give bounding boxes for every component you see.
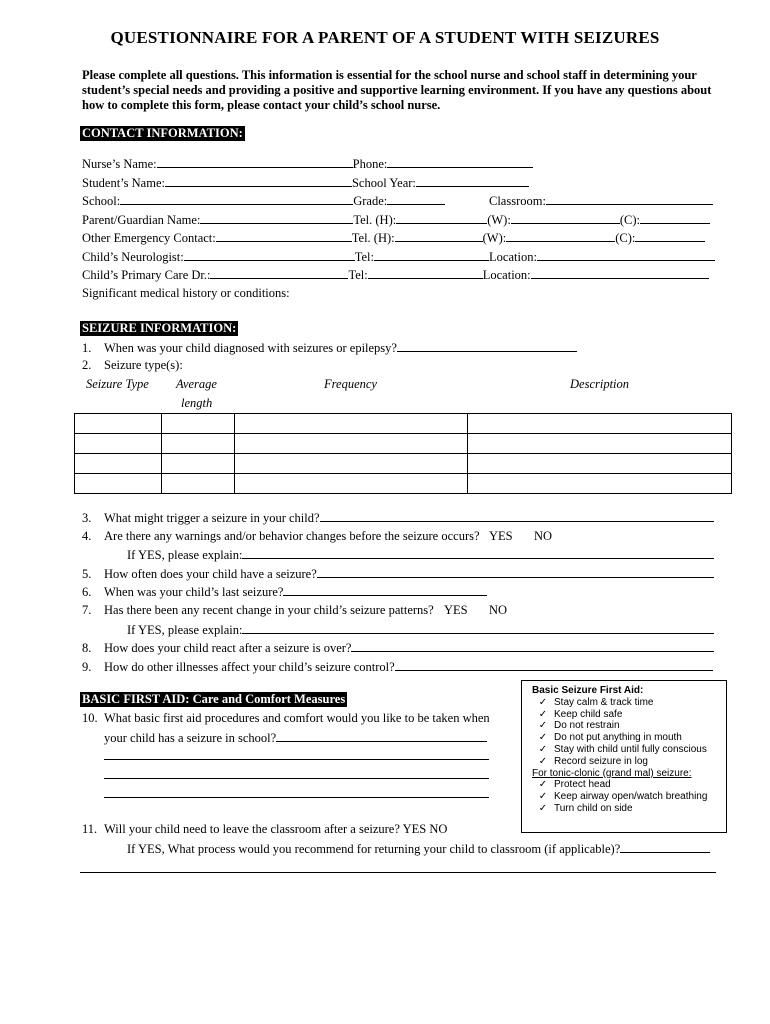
emergency-c-label: (C): [615,231,636,245]
q6-row [82,584,487,600]
parent-label: Parent/Guardian Name: [82,213,201,227]
nurse-row [82,156,533,172]
neurologist-row [82,249,715,265]
aid-item [522,803,726,815]
q5-number: 5. [82,567,92,581]
checkmark-icon: ✓ [538,720,548,732]
q8-row [82,640,714,656]
first-aid-heading: BASIC FIRST AID: Care and Comfort Measures [82,692,346,706]
parent-c-label: (C): [619,213,640,227]
aid-item-label: Protect head [554,779,611,791]
nurse-label: Nurse’s Name: [82,157,157,171]
q7-number: 7. [82,603,92,617]
table-row [75,434,732,454]
q8-text: How does your child react after a seizure is over? [104,641,352,655]
aid-item [522,709,726,721]
emergency-c-field[interactable] [635,230,705,242]
q4-yes[interactable]: YES [489,529,513,543]
school-year-field[interactable] [416,175,529,187]
q10-text-2: your child has a seizure in school? [104,731,277,745]
q6-field[interactable] [283,584,487,596]
aid-box-heading: Basic Seizure First Aid: [532,685,644,696]
q10-number: 10. [82,711,98,725]
q11-no[interactable]: NO [429,822,448,836]
neurologist-field[interactable] [184,249,355,261]
q7-explain-field[interactable] [242,622,714,634]
q10-row [82,711,490,726]
primary-care-row [82,267,709,283]
table-cell[interactable] [161,474,234,494]
checkmark-icon: ✓ [538,743,548,755]
classroom-label: Classroom: [489,194,546,208]
table-cell[interactable] [468,434,732,454]
q4-no[interactable]: NO [534,529,553,543]
aid-item [522,779,726,791]
table-cell[interactable] [234,474,468,494]
checkmark-icon: ✓ [538,755,548,767]
table-cell[interactable] [234,414,468,434]
table-cell[interactable] [234,434,468,454]
q2-text: Seizure type(s): [104,358,183,372]
checkmark-icon: ✓ [538,708,548,720]
q10-text: What basic first aid procedures and comfort would you like to be taken when [104,711,490,725]
primary-care-tel-field[interactable] [368,267,483,279]
q1-number: 1. [82,341,92,355]
q4-number: 4. [82,529,92,543]
q3-number: 3. [82,511,92,525]
q6-text: When was your child’s last seizure? [104,585,284,599]
intro-text: Please complete all questions. This information is essential for the school nurse and school staff in determining your student’s special needs and providing a positive and supportive learning environment. If you have any questions about how to complete this form, please contact your child’s school nurse. [82,68,712,112]
col-frequency: Frequency [324,377,377,391]
q5-text: How often does your child have a seizure? [104,567,317,581]
col-description: Description [570,377,630,391]
q11-line-2[interactable] [80,872,716,873]
emergency-field[interactable] [216,230,352,242]
aid-item-label: Record seizure in log [554,755,648,767]
table-cell[interactable] [75,414,162,434]
primary-care-location-label: Location: [482,268,531,282]
q11-followup-field[interactable] [620,841,710,853]
q1-text: When was your child diagnosed with seizures or epilepsy? [104,341,397,355]
table-cell[interactable] [161,414,234,434]
classroom-field[interactable] [546,193,713,205]
history-label: Significant medical history or conditions: [82,286,290,300]
q11-number: 11. [82,822,98,836]
emergency-w-field[interactable] [506,230,615,242]
parent-w-label: (W): [487,213,511,227]
table-cell[interactable] [75,434,162,454]
school-label: School: [82,194,121,208]
neurologist-tel-label: Tel: [354,250,375,264]
parent-field[interactable] [200,212,353,224]
q7-explain-row [127,622,714,638]
q5-field[interactable] [317,566,714,578]
neurologist-location-field[interactable] [537,249,715,261]
emergency-row [82,230,705,246]
nurse-field[interactable] [157,156,353,168]
aid-item [522,697,726,709]
grade-label: Grade: [353,194,388,208]
primary-care-location-field[interactable] [531,267,709,279]
neurologist-label: Child’s Neurologist: [82,250,184,264]
q6-number: 6. [82,585,92,599]
student-label: Student’s Name: [82,176,165,190]
q8-number: 8. [82,641,92,655]
emergency-tel-h-label: Tel. (H): [351,231,395,245]
emergency-tel-h-field[interactable] [395,230,483,242]
q3-row [82,510,714,526]
q11-row [82,822,447,837]
col-length: length [181,396,213,410]
q4-explain-row [127,547,714,563]
q11-followup-row [127,841,710,857]
q10-line-2[interactable] [104,759,489,760]
table-row [75,454,732,474]
aid-item [522,732,726,744]
table-cell[interactable] [75,474,162,494]
aid-item-label: Do not put anything in mouth [554,732,682,744]
neurologist-location-label: Location: [489,250,537,264]
neurologist-tel-field[interactable] [374,249,489,261]
emergency-w-label: (W): [482,231,507,245]
primary-care-field[interactable] [210,267,348,279]
phone-label: Phone: [352,157,388,171]
parent-w-field[interactable] [511,212,620,224]
phone-field[interactable] [387,156,533,168]
school-row [82,193,445,209]
aid-item-label: Keep airway open/watch breathing [554,791,708,803]
page-title: QUESTIONNAIRE FOR A PARENT OF A STUDENT WITH SEIZURES [110,28,660,47]
aid-item [522,720,726,732]
q9-field[interactable] [395,659,713,671]
aid-item [522,791,726,803]
q8-field[interactable] [351,640,714,652]
emergency-label: Other Emergency Contact: [82,231,216,245]
q7-explain-label: If YES, please explain: [127,623,243,637]
q9-row [82,659,713,675]
q4-text: Are there any warnings and/or behavior changes before the seizure occurs? [104,529,480,543]
q10-field[interactable] [276,730,487,742]
table-cell[interactable] [234,454,468,474]
col-average: Average [176,377,217,391]
aid-item-label: Keep child safe [554,708,623,720]
q3-field[interactable] [320,510,714,522]
student-row [82,175,529,191]
checkmark-icon: ✓ [538,802,548,814]
table-cell[interactable] [468,414,732,434]
table-row [75,414,732,434]
q2-number: 2. [82,358,92,372]
col-seizure-type: Seizure Type [86,377,149,391]
q11-followup-text: If YES, What process would you recommend for returning your child to classroom (if applicable)? [127,842,621,856]
table-cell[interactable] [161,454,234,474]
first-aid-info-box [521,680,727,833]
table-cell[interactable] [468,454,732,474]
aid-item [522,756,726,768]
q9-text: How do other illnesses affect your child’s seizure control? [104,660,395,674]
q11-yes[interactable]: YES [402,822,427,836]
q7-no[interactable]: NO [489,603,508,617]
table-cell[interactable] [75,454,162,474]
seizure-type-table [74,413,732,494]
q5-row [82,566,714,582]
table-row [75,474,732,494]
q1-field[interactable] [397,340,577,352]
tonic-clonic-heading: For tonic-clonic (grand mal) seizure: [532,767,692,779]
parent-row [82,212,710,228]
q4-row [82,529,480,544]
parent-c-field[interactable] [640,212,710,224]
checkmark-icon: ✓ [538,779,548,791]
q7-text: Has there been any recent change in your child’s seizure patterns? [104,603,434,617]
q10-row-2 [104,730,487,746]
parent-tel-h-field[interactable] [396,212,487,224]
school-field[interactable] [120,193,353,205]
q7-yes[interactable]: YES [444,603,468,617]
primary-care-tel-label: Tel: [348,268,368,282]
aid-item-label: Do not restrain [554,720,620,732]
school-year-label: School Year: [351,176,416,190]
primary-care-label: Child’s Primary Care Dr.: [82,268,211,282]
table-cell[interactable] [161,434,234,454]
q4-explain-field[interactable] [242,547,714,559]
q7-row [82,603,434,618]
q4-explain-label: If YES, please explain: [127,548,243,562]
parent-tel-h-label: Tel. (H): [353,213,397,227]
student-field[interactable] [165,175,352,187]
classroom-row [489,193,713,209]
aid-item-label: Stay calm & track time [554,696,654,708]
grade-field[interactable] [387,193,445,205]
aid-item [522,744,726,756]
table-cell[interactable] [468,474,732,494]
q3-text: What might trigger a seizure in your child? [104,511,320,525]
checkmark-icon: ✓ [538,696,548,708]
q10-line-3[interactable] [104,778,489,779]
aid-item-label: Stay with child until fully conscious [554,743,707,755]
q11-text: Will your child need to leave the classroom after a seizure? [104,822,400,836]
checkmark-icon: ✓ [538,732,548,744]
checkmark-icon: ✓ [538,791,548,803]
q2-row [82,358,183,373]
contact-heading: CONTACT INFORMATION: [82,126,243,140]
aid-item-label: Turn child on side [554,802,633,814]
q9-number: 9. [82,660,92,674]
seizure-heading: SEIZURE INFORMATION: [82,321,237,335]
q10-line-4[interactable] [104,797,489,798]
q1-row [82,340,577,356]
